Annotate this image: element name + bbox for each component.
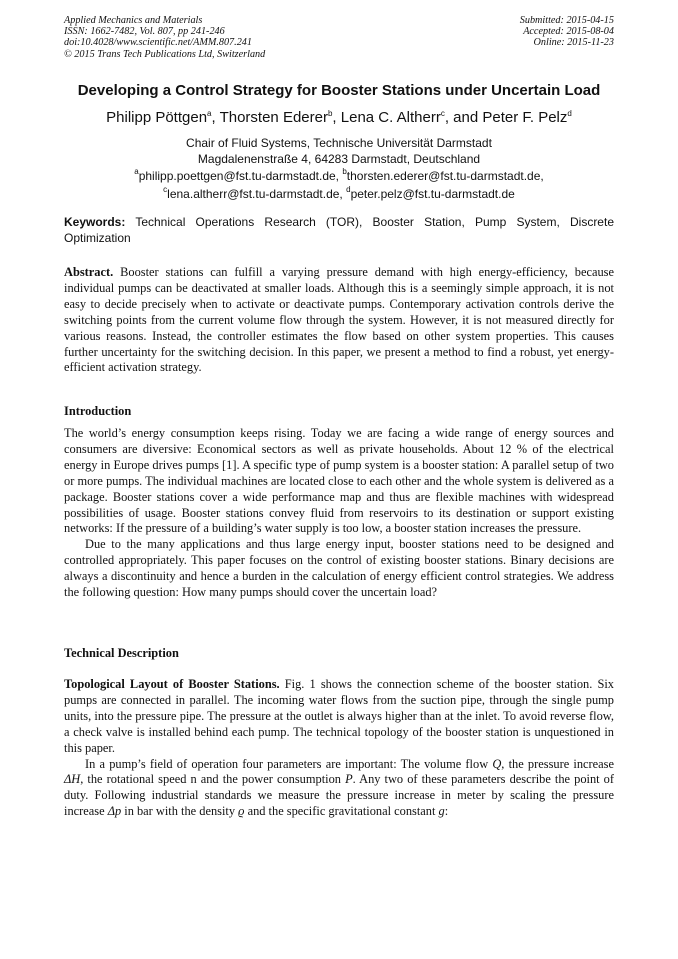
submitted-date: Submitted: 2015-04-15 [519, 15, 614, 26]
paragraph: In a pump’s field of operation four parameters are important: The volume flow Q, the pressure increase ΔH, the rotational speed n and the power consumption P. Any two of these parameters describe the point of duty. Following industrial standards we measure the pressure increase in meter by scaling the pressure increase Δp in bar with the density ϱ and the specific gravitational constant g: [64, 756, 615, 819]
math-symbol: ΔH [64, 772, 81, 787]
email-link[interactable]: lena.altherr@fst.tu-darmstadt.de, [167, 187, 343, 201]
math-symbol: P [345, 772, 353, 787]
journal-header [64, 15, 265, 60]
affiliation-line: Chair of Fluid Systems, Technische Universität Darmstadt [186, 136, 492, 150]
abstract [64, 265, 614, 376]
technical-section [64, 677, 614, 820]
author-superscript: b [327, 109, 333, 118]
math-symbol: ϱ [238, 804, 245, 819]
introduction-section [64, 426, 614, 601]
section-heading-technical-description: Technical Description [64, 646, 179, 660]
math-symbol: g [438, 804, 445, 819]
accepted-date: Accepted: 2015-08-04 [523, 26, 614, 38]
author-superscript: c [440, 109, 445, 118]
abstract-label: Abstract. [64, 265, 114, 279]
paragraph: Due to the many applications and thus large energy input, booster stations need to be designed and controlled appropriately. This paper focuses on the control of existing booster stations. Binary decisions are always a discontinuity and hence a burden in the calculation of energy efficient control strategies. We address the following question: How many pumps should cover the uncertain load? [64, 537, 614, 600]
journal-issn: ISSN: 1662-7482, Vol. 807, pp 241-246 [64, 26, 225, 38]
author-superscript: a [207, 109, 212, 118]
submission-dates [520, 15, 614, 49]
affiliation [40, 135, 638, 167]
email-link[interactable]: peter.pelz@fst.tu-darmstadt.de [350, 187, 515, 201]
email-link[interactable]: philipp.poettgen@fst.tu-darmstadt.de, [138, 169, 339, 183]
author-list: Philipp Pöttgen$^a$, Thorsten Ederer$^b$, Lena C. Altherr$^c$, and Peter F. Pelz$^d$ [106, 109, 572, 126]
author-name: Peter F. Pelz [482, 109, 568, 126]
subsection-run-in-heading: Topological Layout of Booster Stations. [64, 677, 280, 691]
author-emails: $^a$philipp.poettgen@fst.tu-darmstadt.de, $^b$thorsten.ederer@fst.tu-darmstadt.de, $^c$lena.altherr@fst.tu-darmstadt.de, $^d$peter.pelz@fst.tu-darmstadt.de [134, 167, 544, 201]
online-date: Online: 2015-11-23 [533, 37, 614, 49]
keywords [64, 214, 614, 246]
math-symbol: Δp [107, 804, 122, 819]
journal-name: Applied Mechanics and Materials [64, 15, 203, 26]
journal-doi[interactable]: doi:10.4028/www.scientific.net/AMM.807.241 [64, 37, 252, 49]
paragraph: The world’s energy consumption keeps rising. Today we are facing a wide range of energy sources and consumers are diversive: Economical sectors as well as private households. About 12 % of the electrical energy in Europe drives pumps [1]. A specific type of pump system is a booster station: A parallel setup of two or more pumps. The individual machines are located close to each other and the whole system is delivered as a package. Booster stations cover a wide performance map and thus are flexible machines with widespread possibilities of usage. Booster stations convey fluid from reservoirs to its destination or support existing networks: If the pressure of a building’s water supply is too low, a booster station increases the pressure. [64, 426, 614, 536]
paragraph: Topological Layout of Booster Stations. Fig. 1 shows the connection scheme of the booster station. Six pumps are connected in parallel. The incoming water flows from the suction pipe, through the single pump units, into the pressure pipe. The pressure at the outlet is always higher than at the inlet. To avoid reverse flow, a check valve is installed behind each pump. The technical topology of the booster station is unquestioned in this paper. [64, 677, 614, 755]
section-heading-introduction: Introduction [64, 404, 132, 418]
author-name: Lena C. Altherr [340, 109, 441, 126]
keywords-text: Technical Operations Research (TOR), Booster Station, Pump System, Discrete Optimization [64, 215, 614, 245]
math-symbol: Q [492, 756, 502, 771]
keywords-label: Keywords: [64, 215, 126, 229]
paper-title: Developing a Control Strategy for Booster Stations under Uncertain Load [77, 82, 601, 99]
author-name: Philipp Pöttgen [106, 109, 208, 126]
email-link[interactable]: thorsten.ederer@fst.tu-darmstadt.de, [346, 169, 544, 183]
affiliation-line: Magdalenenstraße 4, 64283 Darmstadt, Deutschland [197, 152, 481, 166]
journal-copyright: © 2015 Trans Tech Publications Ltd, Switzerland [64, 48, 266, 60]
author-superscript: d [567, 109, 572, 118]
author-name: Thorsten Ederer [219, 109, 328, 126]
abstract-text: Booster stations can fulfill a varying pressure demand with high energy-efficiency, because individual pumps can be deactivated at smaller loads. Although this is a seemingly simple approach, it is not easy to decide precisely when to activate or deactivate pumps. Contemporary activation controls derive the switching points from the current volume flow through the system. However, it is not measured directly for various reasons. Instead, the controller estimates the flow based on other system properties. This causes further uncertainty for the switching decision. In this paper, we present a method to find a robust, yet energy-efficient activation strategy. [64, 265, 614, 375]
